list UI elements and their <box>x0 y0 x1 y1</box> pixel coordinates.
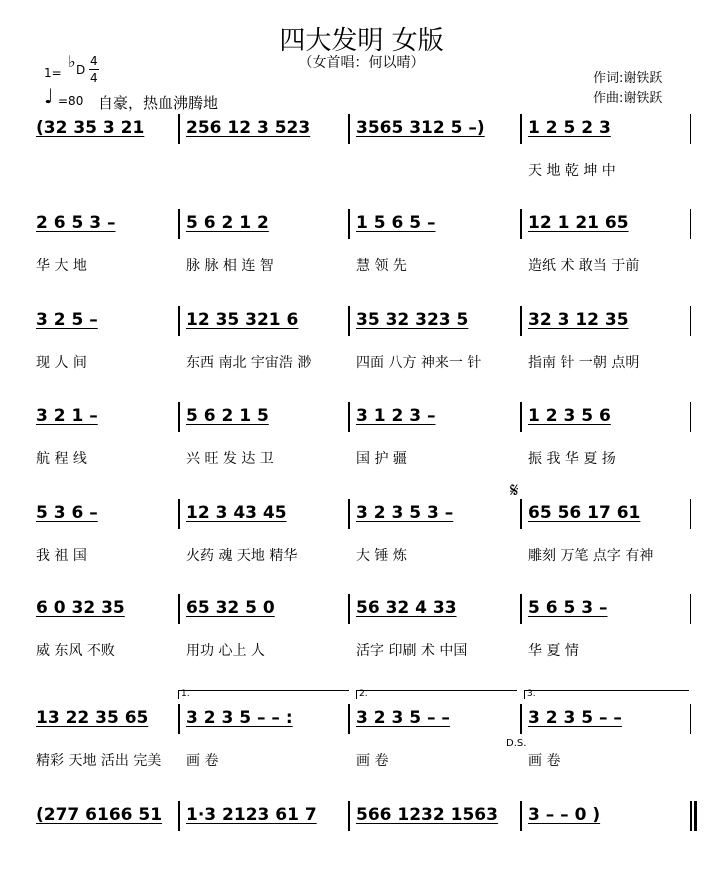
measure-notes: 56 32 4 33 <box>356 598 457 618</box>
bar-line <box>348 114 350 144</box>
bar-line <box>690 499 691 529</box>
lyric-line: 华 夏 情 <box>528 643 579 659</box>
ds-mark: D.S. <box>506 738 527 749</box>
measure-notes: 3 2 3 5 3 – <box>356 503 454 523</box>
bar-line <box>178 704 180 734</box>
lyric-line: 精彩 天地 活出 完美 <box>36 753 162 769</box>
volta-label-1: 1. <box>181 689 190 699</box>
measure-notes: 256 12 3 523 <box>186 118 311 138</box>
measure-notes: 32 3 12 35 <box>528 310 629 330</box>
measure-notes: (277 6166 51 <box>36 805 163 825</box>
measure-notes: 3 2 3 5 – – <box>528 708 622 728</box>
lyric-line: 大 锤 炼 <box>356 548 407 564</box>
lyricist-credit: 作词:谢铁跃 <box>593 71 663 86</box>
bar-line <box>690 801 692 831</box>
bar-line <box>348 402 350 432</box>
lyric-line: 华 大 地 <box>36 258 87 274</box>
lyric-line: 兴 旺 发 达 卫 <box>186 451 274 467</box>
composer-credit: 作曲:谢铁跃 <box>593 91 663 106</box>
measure-notes: 3 2 3 5 – – : <box>186 708 293 728</box>
bar-line <box>348 499 350 529</box>
volta-label-3: 3. <box>527 689 536 699</box>
bar-line <box>178 801 180 831</box>
time-signature-top: 4 <box>90 54 98 68</box>
time-signature-line <box>89 69 99 70</box>
lyric-line: 航 程 线 <box>36 451 87 467</box>
volta-bracket-2 <box>356 690 517 699</box>
measure-notes: 5 6 5 3 – <box>528 598 608 618</box>
measure-notes: 13 22 35 65 <box>36 708 149 728</box>
lyric-line: 脉 脉 相 连 智 <box>186 258 274 274</box>
lyric-line: 雕刻 万笔 点字 有神 <box>528 548 654 564</box>
measure-notes: 5 6 2 1 2 <box>186 213 269 233</box>
measure-notes: 3 – – 0 ) <box>528 805 601 825</box>
lyric-line: 画 卷 <box>528 753 561 769</box>
lyric-line: 造纸 术 敢当 于前 <box>528 258 640 274</box>
volta-label-2: 2. <box>359 689 368 699</box>
lyric-line: 振 我 华 夏 扬 <box>528 451 616 467</box>
volta-bracket-1 <box>178 690 349 699</box>
bar-line <box>690 704 691 734</box>
measure-notes: 3 1 2 3 – <box>356 406 436 426</box>
lyric-line: 四面 八方 神来一 针 <box>356 355 482 371</box>
measure-notes: 1 2 3 5 6 <box>528 406 611 426</box>
bar-line <box>178 499 180 529</box>
measure-notes: 3 2 1 – <box>36 406 98 426</box>
lyric-line: 指南 针 一朝 点明 <box>528 355 640 371</box>
measure-notes: (32 35 3 21 <box>36 118 145 138</box>
lyric-line: 天 地 乾 坤 中 <box>528 163 616 179</box>
key-prefix: 1= <box>44 66 62 80</box>
bar-line <box>520 499 522 529</box>
lyric-line: 我 祖 国 <box>36 548 87 564</box>
measure-notes: 6 0 32 35 <box>36 598 125 618</box>
measure-notes: 1 2 5 2 3 <box>528 118 611 138</box>
quarter-note-icon: ♩ <box>44 84 54 108</box>
flat-icon: ♭ <box>68 52 76 71</box>
lyric-line: 东西 南北 宇宙浩 渺 <box>186 355 312 371</box>
bar-line <box>348 594 350 624</box>
bar-line <box>690 594 691 624</box>
volta-bracket-3 <box>524 690 689 699</box>
bar-line <box>348 209 350 239</box>
measure-notes: 5 6 2 1 5 <box>186 406 269 426</box>
tempo-value: =80 <box>58 94 84 108</box>
lyric-line: 现 人 间 <box>36 355 87 371</box>
bar-line <box>690 306 691 336</box>
measure-notes: 3565 312 5 –) <box>356 118 485 138</box>
bar-line <box>690 402 691 432</box>
measure-notes: 1 5 6 5 – <box>356 213 436 233</box>
final-bar-line <box>694 801 697 831</box>
bar-line <box>520 594 522 624</box>
bar-line <box>520 704 522 734</box>
lyric-line: 威 东风 不败 <box>36 643 115 659</box>
bar-line <box>520 209 522 239</box>
bar-line <box>690 209 691 239</box>
bar-line <box>690 114 691 144</box>
measure-notes: 12 1 21 65 <box>528 213 629 233</box>
measure-notes: 1·3 2123 61 7 <box>186 805 317 825</box>
lyric-line: 慧 领 先 <box>356 258 407 274</box>
bar-line <box>178 306 180 336</box>
measure-notes: 65 32 5 0 <box>186 598 275 618</box>
bar-line <box>178 594 180 624</box>
lyric-line: 活字 印刷 术 中国 <box>356 643 468 659</box>
measure-notes: 12 3 43 45 <box>186 503 287 523</box>
measure-notes: 12 35 321 6 <box>186 310 299 330</box>
bar-line <box>520 801 522 831</box>
measure-notes: 566 1232 1563 <box>356 805 498 825</box>
bar-line <box>520 114 522 144</box>
song-title: 四大发明 女版 <box>279 26 444 56</box>
measure-notes: 35 32 323 5 <box>356 310 469 330</box>
bar-line <box>348 704 350 734</box>
lyric-line: 画 卷 <box>356 753 389 769</box>
lyric-line: 画 卷 <box>186 753 219 769</box>
song-subtitle: （女首唱：何以晴） <box>298 55 425 71</box>
bar-line <box>178 209 180 239</box>
measure-notes: 65 56 17 61 <box>528 503 641 523</box>
lyric-line: 用功 心上 人 <box>186 643 265 659</box>
segno-icon: 𝄋 <box>510 478 519 502</box>
measure-notes: 2 6 5 3 – <box>36 213 116 233</box>
time-signature-bottom: 4 <box>90 71 98 85</box>
lyric-line: 火药 魂 天地 精华 <box>186 548 298 564</box>
bar-line <box>520 306 522 336</box>
key-note: D <box>76 63 86 77</box>
bar-line <box>178 114 180 144</box>
measure-notes: 3 2 3 5 – – <box>356 708 450 728</box>
measure-notes: 3 2 5 – <box>36 310 98 330</box>
lyric-line: 国 护 疆 <box>356 451 407 467</box>
bar-line <box>348 801 350 831</box>
bar-line <box>520 402 522 432</box>
mood-text: 自豪，热血沸腾地 <box>98 94 219 112</box>
bar-line <box>348 306 350 336</box>
measure-notes: 5 3 6 – <box>36 503 98 523</box>
bar-line <box>178 402 180 432</box>
